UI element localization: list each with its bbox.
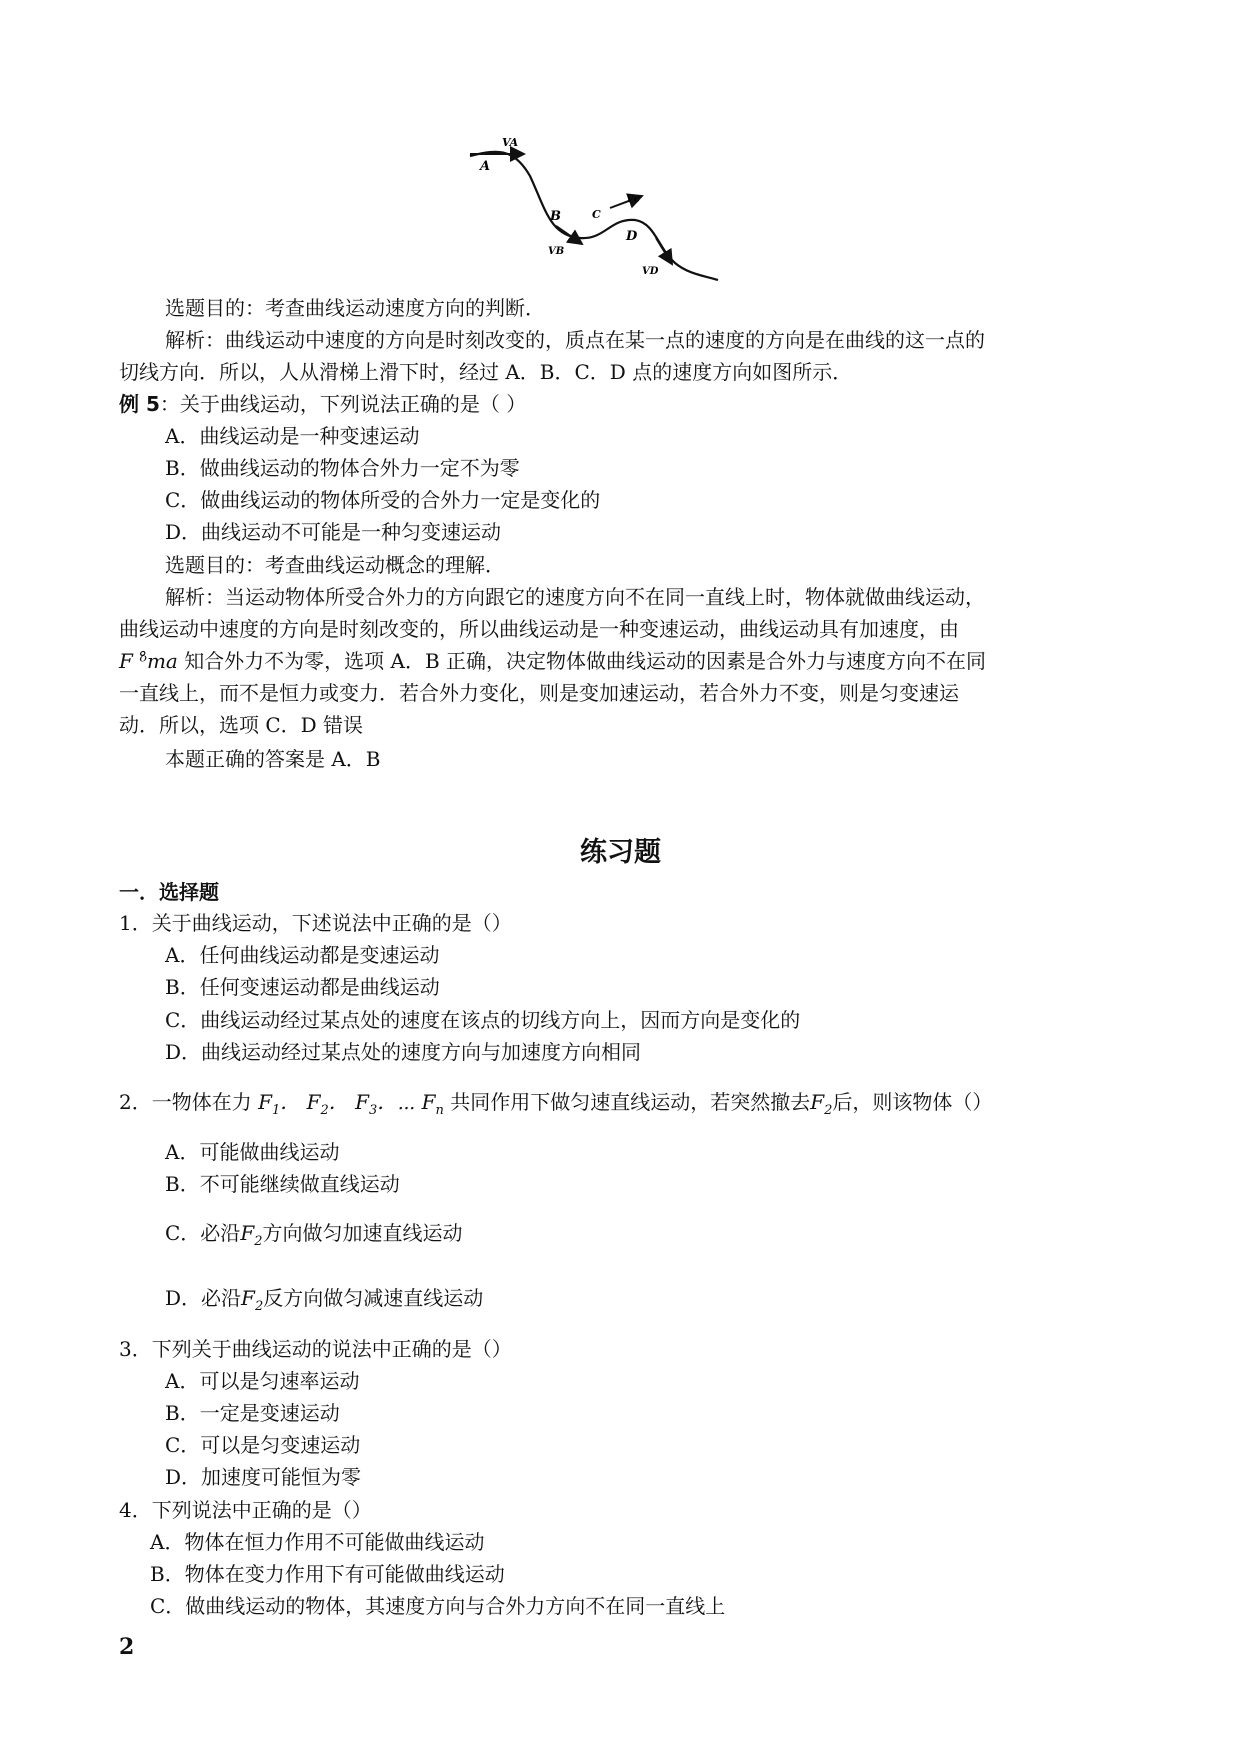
ex5-option-d: D．曲线运动不可能是一种匀变速运动 <box>165 520 502 544</box>
ex5-question-text: ：关于曲线运动，下列说法正确的是（ ） <box>159 392 527 416</box>
q1-stem: 1．关于曲线运动，下述说法中正确的是（） <box>119 911 512 935</box>
ex5-analysis-1: 解析：当运动物体所受合外力的方向跟它的速度方向不在同一直线上时，物体就做曲线运动， <box>165 585 985 609</box>
ex4-analysis-2: 切线方向．所以，人从滑梯上滑下时，经过 A．B．C．D 点的速度方向如图所示． <box>119 360 853 384</box>
q4-stem: 4．下列说法中正确的是（） <box>119 1498 372 1522</box>
ex4-purpose: 选题目的：考查曲线运动速度方向的判断． <box>165 296 545 320</box>
ex4-analysis-1: 解析：曲线运动中速度的方向是时刻改变的，质点在某一点的速度的方向是在曲线的这一点的 <box>165 328 985 352</box>
q2-force-f2: $F_2$ <box>810 1090 833 1118</box>
q3-option-c: C．可以是匀变速运动 <box>165 1433 361 1457</box>
ex5-analysis-4: 一直线上，而不是恒力或变力．若合外力变化，则是变加速运动，若合外力不变，则是匀变速运 <box>119 681 959 705</box>
ex5-analysis-5: 动．所以，选项 C．D 错误 <box>119 713 364 737</box>
q1-option-c: C．曲线运动经过某点处的速度在该点的切线方向上，因而方向是变化的 <box>165 1008 801 1032</box>
ex5-option-a: A．曲线运动是一种变速运动 <box>165 424 420 448</box>
q2-option-d-a: D．必沿 <box>165 1286 242 1310</box>
q2-option-a: A．可能做曲线运动 <box>165 1140 340 1164</box>
ex5-analysis-2: 曲线运动中速度的方向是时刻改变的，所以曲线运动是一种变速运动，曲线运动具有加速度，由 <box>119 617 959 641</box>
q4-option-c: C．做曲线运动的物体，其速度方向与合外力方向不在同一直线上 <box>150 1594 726 1618</box>
q2-option-c-b: 方向做匀加速直线运动 <box>262 1221 463 1245</box>
label-d: D <box>626 229 638 244</box>
label-vc: Vc <box>626 194 640 205</box>
q2-stem-c: 后，则该物体（） <box>832 1090 993 1114</box>
q2-option-d <box>165 1284 483 1321</box>
q2-option-c <box>165 1219 462 1256</box>
label-c: C <box>592 208 601 221</box>
ex5-option-c: C．做曲线运动的物体所受的合外力一定是变化的 <box>165 488 601 512</box>
q4-option-b: B．物体在变力作用下有可能做曲线运动 <box>150 1562 505 1586</box>
ex5-question <box>119 390 526 418</box>
velocity-arrow-b <box>556 226 582 244</box>
velocity-arrow-d <box>656 238 672 264</box>
q3-option-a: A．可以是匀速率运动 <box>165 1369 360 1393</box>
q2-option-c-force: $F_2$ <box>240 1221 263 1249</box>
ex5-purpose: 选题目的：考查曲线运动概念的理解． <box>165 553 505 577</box>
label-va: VA <box>502 136 519 149</box>
q3-option-b: B．一定是变速运动 <box>165 1401 340 1425</box>
q2-stem <box>119 1088 992 1125</box>
q2-forces: $F_1$． $F_2$． $F_3$．⋯ $F_n$ <box>258 1090 444 1118</box>
section-heading: 一．选择题 <box>119 880 219 904</box>
ex5-analysis-3-text: 知合外力不为零，选项 A．B 正确，决定物体做曲线运动的因素是合外力与速度方向不在同 <box>184 649 987 673</box>
q2-option-c-a: C．必沿 <box>165 1221 241 1245</box>
label-vd: VD <box>642 266 659 277</box>
ex5-analysis-3 <box>119 647 986 675</box>
q3-stem: 3．下列关于曲线运动的说法中正确的是（） <box>119 1337 512 1361</box>
q3-option-d: D．加速度可能恒为零 <box>165 1465 362 1489</box>
q1-option-b: B．任何变速运动都是曲线运动 <box>165 975 440 999</box>
q2-stem-a: 2．一物体在力 <box>119 1090 252 1114</box>
q2-option-d-force: $F_2$ <box>241 1286 264 1314</box>
label-a: A <box>480 159 491 174</box>
ex5-formula: F ᵒ̊ma <box>119 649 178 673</box>
ex5-option-b: B．做曲线运动的物体合外力一定不为零 <box>165 456 520 480</box>
exercises-title: 练习题 <box>580 837 661 868</box>
q2-option-d-b: 反方向做匀减速直线运动 <box>263 1286 484 1310</box>
ex5-answer: 本题正确的答案是 A．B <box>165 747 381 771</box>
label-b: B <box>550 209 561 224</box>
q2-stem-b: 共同作用下做匀速直线运动，若突然撤去 <box>450 1090 811 1114</box>
q2-option-b: B．不可能继续做直线运动 <box>165 1172 400 1196</box>
trajectory-figure <box>460 128 730 288</box>
q1-option-a: A．任何曲线运动都是变速运动 <box>165 943 440 967</box>
label-vb: VB <box>548 246 565 257</box>
ex5-label: 例 5 <box>119 392 160 416</box>
q1-option-d: D．曲线运动经过某点处的速度方向与加速度方向相同 <box>165 1040 642 1064</box>
q4-option-a: A．物体在恒力作用不可能做曲线运动 <box>150 1530 485 1554</box>
page-number: 2 <box>119 1634 135 1660</box>
